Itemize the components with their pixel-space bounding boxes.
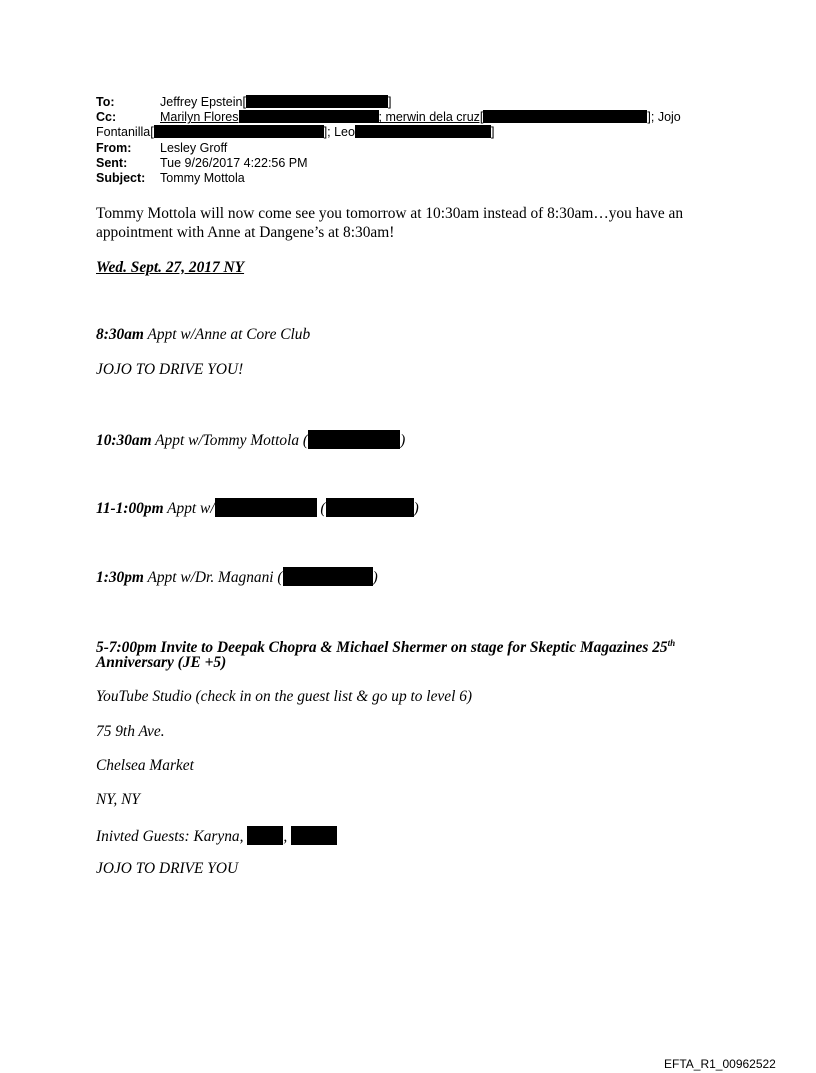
redaction-block	[239, 110, 379, 123]
redaction-block	[154, 125, 324, 138]
item-mid: (	[316, 500, 326, 517]
schedule-item-830	[96, 326, 310, 344]
redaction-block	[326, 498, 414, 517]
from-value: Lesley Groff	[160, 140, 228, 155]
date-heading: Wed. Sept. 27, 2017 NY	[96, 259, 245, 276]
redaction-block	[283, 567, 373, 586]
cc-tail: ]; Jojo	[647, 110, 681, 125]
to-name: Jeffrey Epstein[	[160, 95, 246, 109]
cc-name-merwin[interactable]: ; merwin dela cruz[	[378, 110, 484, 125]
item-time: 8:30am	[96, 326, 144, 343]
to-value	[160, 95, 391, 110]
schedule-item-11-1	[96, 498, 419, 518]
event-place: Chelsea Market	[96, 757, 194, 774]
redaction-block	[291, 826, 337, 845]
redaction-block	[215, 498, 317, 517]
redaction-block	[308, 430, 400, 449]
event-city: NY, NY	[96, 791, 140, 808]
cc-leo: ]; Leo	[323, 125, 355, 140]
cc-name-marilyn[interactable]: Marilyn Flores	[160, 110, 239, 125]
subject-label: Subject:	[96, 170, 146, 185]
schedule-note-drive: JOJO TO DRIVE YOU!	[96, 361, 244, 378]
event-drive-note: JOJO TO DRIVE YOU	[96, 860, 239, 877]
item-text: Appt w/	[163, 500, 215, 517]
to-label: To:	[96, 95, 115, 109]
event-guests	[96, 826, 337, 846]
schedule-item-1030	[96, 430, 405, 450]
cc-label: Cc:	[96, 110, 117, 125]
cc-line2	[96, 125, 494, 140]
subject-value: Tommy Mottola	[160, 170, 245, 185]
schedule-item-130	[96, 567, 378, 587]
item-time: 11-1:00pm	[96, 500, 164, 517]
cc-fontanilla: Fontanilla[	[96, 125, 154, 140]
guests-prefix: Inivted Guests: Karyna,	[96, 828, 248, 845]
cc-value	[160, 110, 681, 125]
email-body-intro: Tommy Mottola will now come see you tomorrow at 10:30am instead of 8:30am…you have an appointment with Anne at Dangene’s at 8:30am!	[96, 205, 684, 241]
item-text: Appt w/Anne at Core Club	[143, 326, 311, 343]
event-address: 75 9th Ave.	[96, 723, 165, 740]
document-id: EFTA_R1_00962522	[664, 1057, 776, 1071]
item-close: )	[413, 500, 419, 517]
redaction-block	[247, 826, 283, 845]
item-text: Appt w/Tommy Mottola (	[151, 432, 309, 449]
from-label: From:	[96, 140, 132, 155]
sent-label: Sent:	[96, 155, 128, 170]
item-text: Appt w/Dr. Magnani (	[143, 569, 283, 586]
item-time: 1:30pm	[96, 569, 144, 586]
event-venue: YouTube Studio (check in on the guest list & go up to level 6)	[96, 688, 473, 705]
sent-value: Tue 9/26/2017 4:22:56 PM	[160, 155, 308, 170]
cc-tail2: ]	[490, 125, 495, 140]
event-title: 5-7:00pm Invite to Deepak Chopra & Michael Shermer on stage for Skeptic Magazines 25	[96, 639, 668, 657]
item-close: )	[400, 432, 406, 449]
redaction-block	[355, 125, 491, 138]
item-time: 10:30am	[96, 432, 152, 449]
to-tail: ]	[387, 95, 392, 109]
redaction-block	[483, 110, 647, 123]
guests-comma: ,	[283, 828, 292, 845]
redaction-block	[246, 95, 388, 108]
event-heading-line2: Anniversary (JE +5)	[96, 654, 227, 671]
item-close: )	[372, 569, 378, 586]
event-sup: th	[667, 638, 676, 648]
